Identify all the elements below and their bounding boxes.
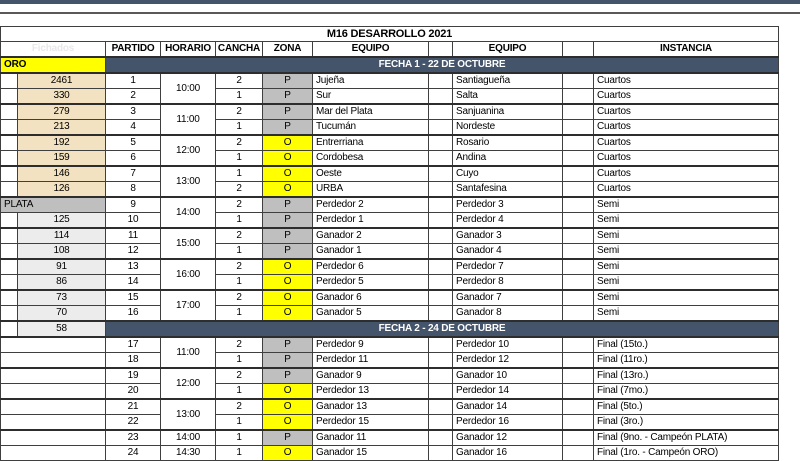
empty-cell [429, 166, 453, 182]
instancia-cell: Cuartos [594, 120, 779, 136]
equipo1-cell: Ganador 13 [313, 399, 429, 415]
empty-cell [429, 197, 453, 213]
partido-cell: 4 [106, 120, 161, 136]
blank-area [1, 399, 106, 415]
col-header-equipo1: EQUIPO [313, 42, 429, 58]
equipo2-cell: Perdedor 7 [453, 259, 563, 275]
empty-cell [563, 259, 594, 275]
equipo1-cell: Ganador 9 [313, 368, 429, 384]
fichados-cell: 330 [18, 89, 106, 105]
equipo1-cell: Entrerriana [313, 135, 429, 151]
horario-cell: 14:30 [161, 446, 216, 461]
horario-cell: 10:00 [161, 73, 216, 104]
match-row [1, 415, 779, 431]
partido-cell: 12 [106, 244, 161, 260]
spacer-cell [1, 166, 18, 182]
zona-cell: O [263, 399, 313, 415]
match-row [1, 399, 779, 415]
empty-cell [429, 353, 453, 369]
empty-cell [563, 166, 594, 182]
equipo1-cell: Perdedor 13 [313, 384, 429, 400]
cancha-cell: 1 [216, 306, 263, 322]
instancia-cell: Final (9no. - Campeón PLATA) [594, 430, 779, 446]
instancia-cell: Semi [594, 306, 779, 322]
equipo1-cell: Ganador 1 [313, 244, 429, 260]
fixture-table [0, 26, 779, 461]
col-header-instancia: INSTANCIA [594, 42, 779, 58]
empty-cell [429, 337, 453, 353]
match-row [1, 104, 779, 120]
partido-cell: 18 [106, 353, 161, 369]
zona-cell: O [263, 182, 313, 198]
empty-cell [563, 275, 594, 291]
sheet-title: M16 DESARROLLO 2021 [1, 27, 779, 42]
partido-cell: 5 [106, 135, 161, 151]
spacer-cell [1, 321, 18, 337]
match-row [1, 430, 779, 446]
match-row [1, 290, 779, 306]
equipo1-cell: Ganador 2 [313, 228, 429, 244]
instancia-cell: Cuartos [594, 73, 779, 89]
instancia-cell: Semi [594, 259, 779, 275]
equipo2-cell: Santiagueña [453, 73, 563, 89]
horario-cell: 11:00 [161, 337, 216, 368]
cancha-cell: 2 [216, 182, 263, 198]
equipo2-cell: Ganador 10 [453, 368, 563, 384]
spacer-cell [1, 135, 18, 151]
empty-cell [563, 384, 594, 400]
equipo1-cell: Ganador 5 [313, 306, 429, 322]
zona-cell: O [263, 415, 313, 431]
spacer-cell [1, 290, 18, 306]
empty-header-cell [429, 42, 453, 58]
zona-cell: P [263, 197, 313, 213]
col-header-zona: ZONA [263, 42, 313, 58]
equipo2-cell: Nordeste [453, 120, 563, 136]
col-header-fichados: Fichados [1, 42, 106, 58]
instancia-cell: Final (5to.) [594, 399, 779, 415]
blank-area [1, 446, 106, 461]
cancha-cell: 1 [216, 384, 263, 400]
top-navy-bar [0, 0, 800, 4]
equipo2-cell: Cuyo [453, 166, 563, 182]
fichados-cell: 73 [18, 290, 106, 306]
match-row [1, 446, 779, 461]
zona-cell: P [263, 89, 313, 105]
col-header-partido: PARTIDO [106, 42, 161, 58]
partido-cell: 1 [106, 73, 161, 89]
fecha1-band-row [1, 57, 779, 73]
zona-cell: P [263, 353, 313, 369]
zona-cell: P [263, 104, 313, 120]
partido-cell: 15 [106, 290, 161, 306]
match-row [1, 213, 779, 229]
equipo1-cell: Perdedor 1 [313, 213, 429, 229]
equipo1-cell: Cordobesa [313, 151, 429, 167]
equipo2-cell: Perdedor 14 [453, 384, 563, 400]
empty-cell [563, 430, 594, 446]
zona-cell: P [263, 337, 313, 353]
empty-cell [563, 73, 594, 89]
match-row [1, 182, 779, 198]
fichados-cell: 108 [18, 244, 106, 260]
group-label-oro: ORO [1, 57, 106, 73]
zona-cell: P [263, 213, 313, 229]
equipo1-cell: Perdedor 15 [313, 415, 429, 431]
cancha-cell: 1 [216, 213, 263, 229]
horario-cell: 13:00 [161, 399, 216, 430]
zona-cell: O [263, 166, 313, 182]
instancia-cell: Cuartos [594, 104, 779, 120]
separator-line [0, 12, 800, 14]
empty-cell [563, 415, 594, 431]
match-row [1, 306, 779, 322]
equipo1-cell: Perdedor 6 [313, 259, 429, 275]
spacer-cell [1, 120, 18, 136]
partido-cell: 8 [106, 182, 161, 198]
equipo2-cell: Ganador 4 [453, 244, 563, 260]
instancia-cell: Semi [594, 290, 779, 306]
empty-cell [429, 399, 453, 415]
instancia-cell: Cuartos [594, 166, 779, 182]
instancia-cell: Final (11ro.) [594, 353, 779, 369]
cancha-cell: 1 [216, 275, 263, 291]
empty-cell [563, 337, 594, 353]
partido-cell: 2 [106, 89, 161, 105]
zona-cell: P [263, 228, 313, 244]
fichados-cell: 86 [18, 275, 106, 291]
horario-cell: 14:00 [161, 197, 216, 228]
equipo2-cell: Perdedor 8 [453, 275, 563, 291]
empty-cell [563, 182, 594, 198]
cancha-cell: 1 [216, 430, 263, 446]
equipo1-cell: Tucumán [313, 120, 429, 136]
horario-cell: 14:00 [161, 430, 216, 446]
zona-cell: O [263, 275, 313, 291]
cancha-cell: 2 [216, 290, 263, 306]
fichados-cell: 146 [18, 166, 106, 182]
cancha-cell: 2 [216, 135, 263, 151]
instancia-cell: Semi [594, 213, 779, 229]
empty-cell [429, 290, 453, 306]
equipo2-cell: Santafesina [453, 182, 563, 198]
horario-cell: 13:00 [161, 166, 216, 197]
match-row [1, 384, 779, 400]
fecha2-band: FECHA 2 - 24 DE OCTUBRE [106, 321, 779, 337]
partido-cell: 3 [106, 104, 161, 120]
instancia-cell: Cuartos [594, 135, 779, 151]
fichados-cell: 114 [18, 228, 106, 244]
empty-cell [563, 353, 594, 369]
spacer-cell [1, 213, 18, 229]
instancia-cell: Cuartos [594, 89, 779, 105]
equipo1-cell: Perdedor 11 [313, 353, 429, 369]
partido-cell: 16 [106, 306, 161, 322]
empty-cell [429, 384, 453, 400]
match-row [1, 275, 779, 291]
instancia-cell: Semi [594, 244, 779, 260]
match-row [1, 73, 779, 89]
horario-cell: 16:00 [161, 259, 216, 290]
empty-cell [563, 89, 594, 105]
empty-cell [563, 368, 594, 384]
partido-cell: 17 [106, 337, 161, 353]
empty-cell [429, 104, 453, 120]
spacer-cell [1, 275, 18, 291]
equipo1-cell: Jujeña [313, 73, 429, 89]
equipo2-cell: Perdedor 12 [453, 353, 563, 369]
blank-area [1, 353, 106, 369]
equipo2-cell: Ganador 12 [453, 430, 563, 446]
empty-cell [429, 120, 453, 136]
fichados-cell: 91 [18, 259, 106, 275]
partido-cell: 9 [106, 197, 161, 213]
instancia-cell: Final (7mo.) [594, 384, 779, 400]
spacer-cell [1, 228, 18, 244]
cancha-cell: 1 [216, 244, 263, 260]
equipo1-cell: URBA [313, 182, 429, 198]
equipo1-cell: Perdedor 9 [313, 337, 429, 353]
equipo2-cell: Ganador 8 [453, 306, 563, 322]
empty-cell [429, 182, 453, 198]
cancha-cell: 2 [216, 228, 263, 244]
cancha-cell: 1 [216, 166, 263, 182]
match-row [1, 368, 779, 384]
spacer-cell [1, 259, 18, 275]
empty-cell [563, 290, 594, 306]
equipo2-cell: Ganador 3 [453, 228, 563, 244]
cancha-cell: 2 [216, 259, 263, 275]
equipo1-cell: Sur [313, 89, 429, 105]
horario-cell: 12:00 [161, 135, 216, 166]
zona-cell: O [263, 290, 313, 306]
blank-area [1, 415, 106, 431]
empty-cell [429, 259, 453, 275]
match-row [1, 120, 779, 136]
partido-cell: 19 [106, 368, 161, 384]
equipo2-cell: Andina [453, 151, 563, 167]
horario-cell: 12:00 [161, 368, 216, 399]
fecha2-band-row [1, 321, 779, 337]
partido-cell: 21 [106, 399, 161, 415]
spacer-cell [1, 151, 18, 167]
zona-cell: O [263, 135, 313, 151]
match-row [1, 89, 779, 105]
partido-cell: 23 [106, 430, 161, 446]
partido-cell: 22 [106, 415, 161, 431]
cancha-cell: 1 [216, 120, 263, 136]
partido-cell: 10 [106, 213, 161, 229]
empty-cell [429, 275, 453, 291]
empty-cell [563, 120, 594, 136]
empty-cell [563, 213, 594, 229]
empty-cell [429, 306, 453, 322]
equipo2-cell: Rosario [453, 135, 563, 151]
zona-cell: O [263, 151, 313, 167]
equipo2-cell: Perdedor 3 [453, 197, 563, 213]
spacer-cell [1, 182, 18, 198]
partido-cell: 11 [106, 228, 161, 244]
horario-cell: 15:00 [161, 228, 216, 259]
fichados-cell: 125 [18, 213, 106, 229]
zona-cell: P [263, 73, 313, 89]
fichados-cell: 126 [18, 182, 106, 198]
spacer-cell [1, 104, 18, 120]
equipo1-cell: Ganador 15 [313, 446, 429, 461]
zona-cell: O [263, 306, 313, 322]
instancia-cell: Final (13ro.) [594, 368, 779, 384]
equipo1-cell: Perdedor 2 [313, 197, 429, 213]
group-label-plata: PLATA [1, 197, 106, 213]
match-row [1, 259, 779, 275]
equipo1-cell: Perdedor 5 [313, 275, 429, 291]
empty-cell [563, 244, 594, 260]
fichados-cell: 192 [18, 135, 106, 151]
fichados-cell: 279 [18, 104, 106, 120]
blank-area [1, 430, 106, 446]
empty-cell [429, 244, 453, 260]
equipo2-cell: Ganador 14 [453, 399, 563, 415]
partido-cell: 24 [106, 446, 161, 461]
empty-cell [563, 151, 594, 167]
equipo1-cell: Ganador 11 [313, 430, 429, 446]
equipo1-cell: Mar del Plata [313, 104, 429, 120]
match-row [1, 244, 779, 260]
match-row [1, 337, 779, 353]
cancha-cell: 2 [216, 197, 263, 213]
instancia-cell: Final (3ro.) [594, 415, 779, 431]
spacer-cell [1, 244, 18, 260]
match-row [1, 166, 779, 182]
fecha1-band: FECHA 1 - 22 DE OCTUBRE [106, 57, 779, 73]
equipo2-cell: Sanjuanina [453, 104, 563, 120]
fichados-cell: 159 [18, 151, 106, 167]
empty-cell [563, 228, 594, 244]
zona-cell: P [263, 368, 313, 384]
cancha-cell: 2 [216, 73, 263, 89]
equipo2-cell: Perdedor 10 [453, 337, 563, 353]
blank-area [1, 384, 106, 400]
fichados-cell: 213 [18, 120, 106, 136]
instancia-cell: Cuartos [594, 182, 779, 198]
equipo1-cell: Ganador 6 [313, 290, 429, 306]
horario-cell: 11:00 [161, 104, 216, 135]
instancia-cell: Final (15to.) [594, 337, 779, 353]
cancha-cell: 1 [216, 446, 263, 461]
empty-cell [563, 104, 594, 120]
partido-cell: 20 [106, 384, 161, 400]
partido-cell: 6 [106, 151, 161, 167]
empty-cell [429, 446, 453, 461]
equipo2-cell: Ganador 7 [453, 290, 563, 306]
spacer-cell [1, 73, 18, 89]
partido-cell: 7 [106, 166, 161, 182]
empty-cell [429, 415, 453, 431]
equipo2-cell: Perdedor 4 [453, 213, 563, 229]
instancia-cell: Final (1ro. - Campeón ORO) [594, 446, 779, 461]
empty-header-cell [563, 42, 594, 58]
col-header-horario: HORARIO [161, 42, 216, 58]
cancha-cell: 1 [216, 353, 263, 369]
instancia-cell: Semi [594, 197, 779, 213]
blank-area [1, 368, 106, 384]
equipo1-cell: Oeste [313, 166, 429, 182]
col-header-cancha: CANCHA [216, 42, 263, 58]
fichados-cell: 58 [18, 321, 106, 337]
match-row [1, 228, 779, 244]
cancha-cell: 1 [216, 89, 263, 105]
empty-cell [429, 151, 453, 167]
empty-cell [429, 368, 453, 384]
match-row [1, 151, 779, 167]
blank-area [1, 337, 106, 353]
instancia-cell: Semi [594, 275, 779, 291]
fichados-cell: 2461 [18, 73, 106, 89]
equipo2-cell: Ganador 16 [453, 446, 563, 461]
cancha-cell: 2 [216, 399, 263, 415]
empty-cell [429, 73, 453, 89]
equipo2-cell: Perdedor 16 [453, 415, 563, 431]
cancha-cell: 2 [216, 104, 263, 120]
cancha-cell: 2 [216, 368, 263, 384]
empty-cell [563, 197, 594, 213]
equipo2-cell: Salta [453, 89, 563, 105]
instancia-cell: Cuartos [594, 151, 779, 167]
cancha-cell: 2 [216, 337, 263, 353]
zona-cell: O [263, 446, 313, 461]
fichados-cell: 70 [18, 306, 106, 322]
match-row [1, 197, 779, 213]
partido-cell: 14 [106, 275, 161, 291]
title-row [1, 27, 779, 42]
empty-cell [563, 446, 594, 461]
partido-cell: 13 [106, 259, 161, 275]
zona-cell: O [263, 384, 313, 400]
match-row [1, 353, 779, 369]
col-header-equipo2: EQUIPO [453, 42, 563, 58]
empty-cell [429, 89, 453, 105]
horario-cell: 17:00 [161, 290, 216, 321]
match-row [1, 135, 779, 151]
empty-cell [429, 430, 453, 446]
column-header-row [1, 42, 779, 58]
cancha-cell: 1 [216, 415, 263, 431]
zona-cell: P [263, 244, 313, 260]
empty-cell [563, 399, 594, 415]
empty-cell [429, 228, 453, 244]
empty-cell [429, 135, 453, 151]
empty-cell [429, 213, 453, 229]
zona-cell: O [263, 259, 313, 275]
cancha-cell: 1 [216, 151, 263, 167]
spacer-cell [1, 306, 18, 322]
instancia-cell: Semi [594, 228, 779, 244]
spacer-cell [1, 89, 18, 105]
empty-cell [563, 135, 594, 151]
zona-cell: P [263, 430, 313, 446]
empty-cell [563, 306, 594, 322]
zona-cell: P [263, 120, 313, 136]
